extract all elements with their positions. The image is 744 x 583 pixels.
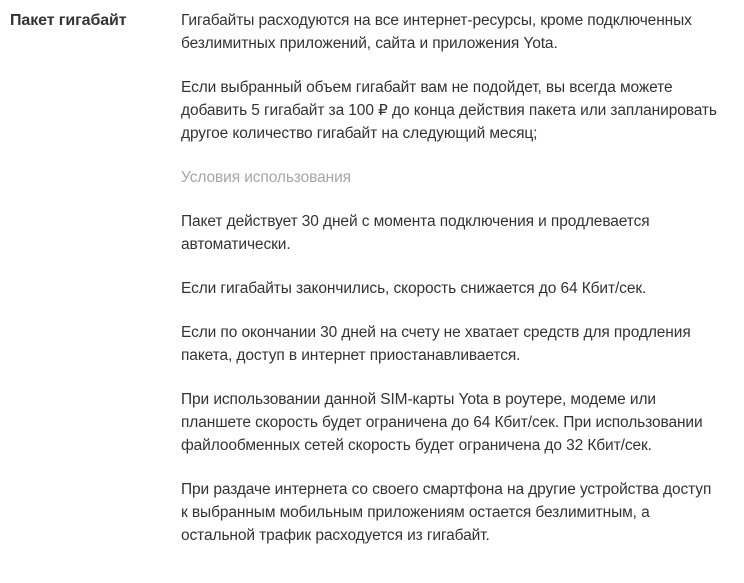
usage-paragraph: Пакет действует 30 дней с момента подключения и продлевается автоматически. (181, 213, 650, 253)
spec-term-title: Пакет гигабайт (10, 12, 127, 29)
usage-paragraph: При использовании данной SIM-карты Yota в роутере, модеме или планшете скорость будет ограничена до 64 Кбит/сек. При использовании файлообменных сетей скорость будет ограничена до 32 Кбит/сек. (181, 391, 703, 454)
usage-paragraph: При раздаче интернета со своего смартфона на другие устройства доступ к выбранным мобильным приложениям остается безлимитным, а остальной трафик расходуется из гигабайт. (181, 481, 712, 544)
usage-paragraph: Если гигабайты закончились, скорость снижается до 64 Кбит/сек. (181, 280, 647, 297)
description-paragraph: Если выбранный объем гигабайт вам не подойдет, вы всегда можете добавить 5 гигабайт за 100 ₽ до конца действия пакета или запланировать другое количество гигабайт на следующий месяц; (181, 79, 717, 142)
description-paragraph: Гигабайты расходуются на все интернет-ресурсы, кроме подключенных безлимитных приложений, сайта и приложения Yota. (181, 12, 692, 52)
usage-terms-subheading: Условия использования (181, 169, 351, 186)
usage-paragraph: Если по окончании 30 дней на счету не хватает средств для продления пакета, доступ в интернет приостанавливается. (181, 324, 691, 364)
spec-description (181, 9, 720, 547)
